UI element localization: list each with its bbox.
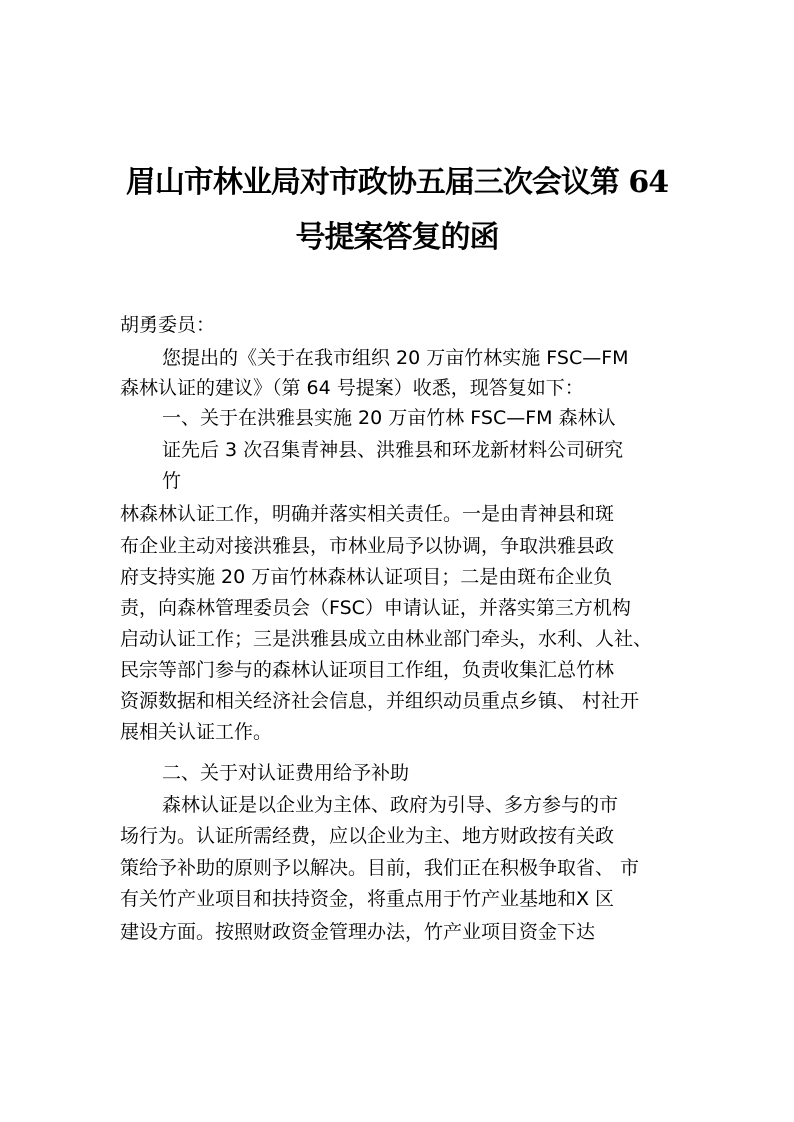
body-line: 展相关认证工作。 <box>120 721 273 743</box>
body-line: 启动认证工作；三是洪雅县成立由林业部门牵头，水利、人社、 <box>120 628 653 650</box>
body-line: 森林认证的建议》（第 64 号提案）收悉，现答复如下： <box>120 377 584 399</box>
body-line: 责，向森林管理委员会（FSC）申请认证，并落实第三方机构 <box>120 597 631 619</box>
section-heading-1: 一、关于在洪雅县实施 20 万亩竹林 FSC—FM 森林认 <box>162 407 616 429</box>
document-title-line-2: 号提案答复的函 <box>295 220 499 255</box>
body-line: 资源数据和相关经济社会信息，并组织动员重点乡镇、 村社开 <box>120 690 640 712</box>
body-line: 民宗等部门参与的森林认证项目工作组，负责收集汇总竹林 <box>120 659 615 681</box>
body-line: 建设方面。按照财政资金管理办法，竹产业项目资金下达 <box>120 921 596 943</box>
salutation: 胡勇委员： <box>120 314 216 336</box>
body-line: 竹 <box>162 470 182 492</box>
body-line: 府支持实施 20 万亩竹林森林认证项目；二是由斑布企业负 <box>120 566 613 588</box>
body-line: 场行为。认证所需经费，应以企业为主、地方财政按有关政 <box>120 825 615 847</box>
body-line: 布企业主动对接洪雅县，市林业局予以协调，争取洪雅县政 <box>120 535 615 557</box>
body-line: 森林认证是以企业为主体、政府为引导、多方参与的市 <box>162 794 619 816</box>
document-title-line-1: 眉山市林业局对市政协五届三次会议第 64 <box>125 165 669 200</box>
section-heading-2: 二、关于对认证费用给予补助 <box>162 762 410 784</box>
body-line: 有关竹产业项目和扶持资金，将重点用于竹产业基地和X 区 <box>120 888 615 910</box>
body-line: 证先后 3 次召集青神县、洪雅县和环龙新材料公司研究 <box>162 439 624 461</box>
body-line: 您提出的《关于在我市组织 20 万亩竹林实施 FSC—FM <box>162 347 629 369</box>
body-line: 林森林认证工作，明确并落实相关责任。一是由青神县和斑 <box>120 503 615 525</box>
body-line: 策给予补助的原则予以解决。目前，我们正在积极争取省、 市 <box>120 857 640 879</box>
